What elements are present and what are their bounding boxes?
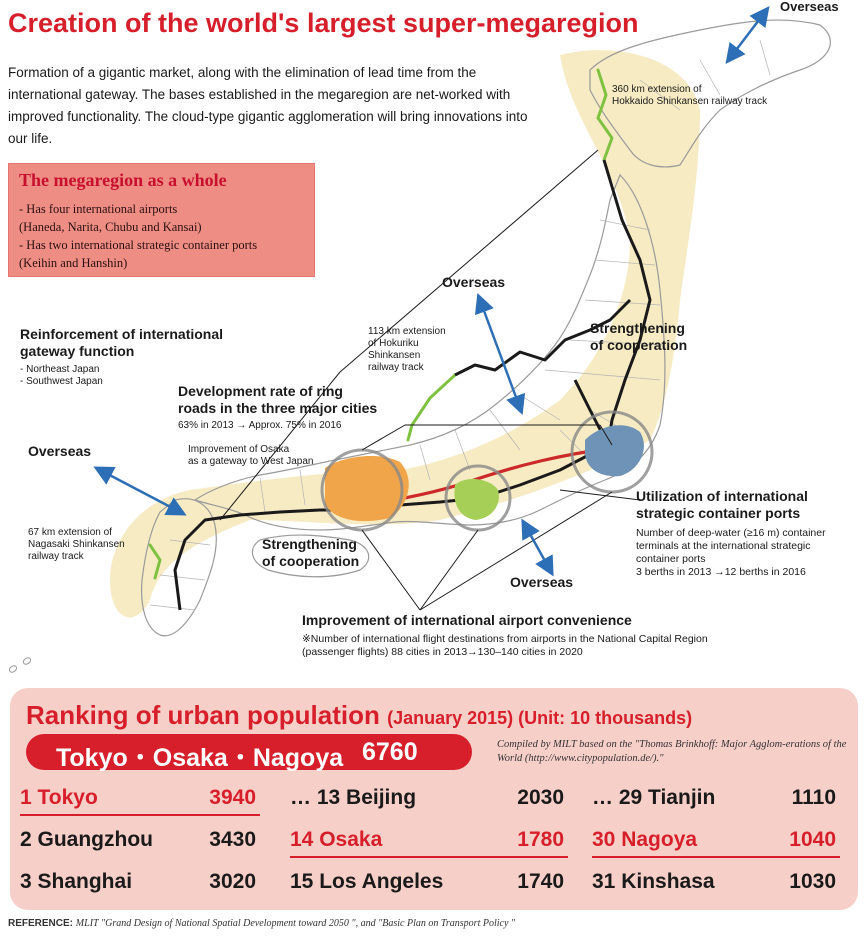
osaka-gateway-label: Improvement of Osaka as a gateway to West Japan bbox=[188, 444, 314, 467]
intro-paragraph: Formation of a gigantic market, along with the elimination of lead time from the international gateway. The bases established in the megaregion are net-worked with improved functionality. The cloud-type gigantic agglomeration will bring innovations into our life. bbox=[8, 65, 528, 146]
hokuriku-shinkansen-line bbox=[408, 375, 455, 440]
ranking-city-population: 2030 bbox=[517, 786, 564, 809]
airport-convenience-title: Improvement of international airport convenience bbox=[302, 612, 632, 628]
ranking-title bbox=[26, 700, 692, 731]
overseas-label-center: Overseas bbox=[442, 274, 506, 290]
ranking-city-population: 1110 bbox=[791, 786, 836, 809]
ranking-city-population: 3020 bbox=[209, 870, 256, 893]
ranking-city-name: 14 Osaka bbox=[290, 828, 383, 851]
combined-population-value: 6760 bbox=[362, 738, 418, 766]
nagasaki-shinkansen-label: 67 km extension of Nagasaki Shinkansen railway track bbox=[28, 527, 125, 562]
ranking-city-name: 1 Tokyo bbox=[20, 786, 98, 809]
strengthening-cooperation-north: Strengthening of cooperation bbox=[590, 320, 688, 353]
ranking-row bbox=[592, 866, 840, 898]
megaregion-summary-box bbox=[8, 163, 315, 277]
gateway-function-title: Reinforcement of international gateway function bbox=[20, 326, 224, 359]
megaregion-summary-list bbox=[19, 200, 257, 272]
page-title: Creation of the world's largest super-megaregion bbox=[8, 8, 639, 38]
overseas-arrow-west bbox=[100, 470, 180, 512]
hokkaido-shinkansen-label: 360 km extension of Hokkaido Shinkansen railway track bbox=[612, 84, 768, 107]
ranking-subtitle: (January 2015) (Unit: 10 thousands) bbox=[387, 708, 693, 728]
overseas-arrow-north bbox=[730, 12, 765, 58]
ranking-city-name: … 13 Beijing bbox=[290, 786, 417, 809]
ranking-row bbox=[20, 782, 260, 816]
reference-label: REFERENCE: bbox=[8, 918, 74, 929]
ranking-city-population: 3430 bbox=[209, 828, 256, 851]
ranking-city-name: 15 Los Angeles bbox=[290, 870, 444, 893]
combined-cities-label: Tokyo・Osaka・Nagoya bbox=[56, 744, 344, 772]
ranking-row bbox=[20, 824, 260, 856]
megaregion-summary-title: The megaregion as a whole bbox=[19, 170, 227, 190]
ranking-title-text: Ranking of urban population bbox=[26, 700, 380, 730]
ranking-city-name: 31 Kinshasa bbox=[592, 870, 715, 893]
ranking-city-population: 1040 bbox=[789, 828, 836, 851]
overseas-label-south: Overseas bbox=[510, 574, 574, 590]
megaregion-item: (Haneda, Narita, Chubu and Kansai) bbox=[19, 220, 202, 234]
southern-islands bbox=[9, 658, 30, 672]
ranking-row bbox=[290, 824, 568, 858]
ranking-row bbox=[592, 782, 840, 814]
strengthening-cooperation-west: Strengthening of cooperation bbox=[262, 536, 360, 569]
ranking-city-name: 2 Guangzhou bbox=[20, 828, 153, 851]
hokuriku-shinkansen-label: 113 km extension of Hokuriku Shinkansen railway track bbox=[368, 326, 446, 373]
ranking-city-name: 30 Nagoya bbox=[592, 828, 698, 851]
airport-convenience-detail: ※Number of international flight destinations from airports in the National Capital Region (passenger flights) 88 cities in 2013→130–140 cities in 2020 bbox=[302, 633, 708, 658]
ranking-city-population: 3940 bbox=[209, 786, 256, 809]
reference-footer bbox=[8, 918, 515, 929]
ring-roads-value: 63% in 2013 → Approx. 75% in 2016 bbox=[178, 420, 342, 431]
ranking-row bbox=[20, 866, 260, 898]
megaregion-item: (Keihin and Hanshin) bbox=[19, 256, 128, 270]
ranking-city-name: … 29 Tianjin bbox=[592, 786, 716, 809]
reference-text: MLIT "Grand Design of National Spatial Development toward 2050 ", and "Basic Plan on Transport Policy " bbox=[75, 918, 516, 929]
population-ranking-panel bbox=[10, 688, 858, 910]
megaregion-item: - Has two international strategic container ports bbox=[19, 238, 258, 252]
megaregion-item: - Has four international airports bbox=[19, 202, 178, 216]
overseas-label-west: Overseas bbox=[28, 443, 92, 459]
ranking-row bbox=[592, 824, 840, 858]
container-ports-detail: Number of deep-water (≥16 m) container terminals at the international strategic container ports 3 berths in 2013 →12 berths in 2016 bbox=[636, 527, 826, 578]
overseas-arrow-center bbox=[480, 300, 520, 408]
ranking-city-population: 1030 bbox=[789, 870, 836, 893]
combined-population-pill bbox=[26, 734, 472, 770]
overseas-arrow-south bbox=[525, 525, 550, 570]
container-ports-title: Utilization of international strategic container ports bbox=[636, 488, 808, 521]
ranking-city-population: 1740 bbox=[517, 870, 564, 893]
ring-roads-title: Development rate of ring roads in the three major cities bbox=[178, 383, 378, 416]
ranking-city-name: 3 Shanghai bbox=[20, 870, 133, 893]
overseas-label-north: Overseas bbox=[780, 0, 839, 13]
ranking-city-population: 1780 bbox=[517, 828, 564, 851]
gateway-function-list: - Northeast Japan - Southwest Japan bbox=[20, 364, 103, 387]
ranking-row bbox=[290, 782, 568, 814]
ranking-source-note: Compiled by MILT based on the "Thomas Brinkhoff: Major Agglom-erations of the World (http://www.citypopulation.de/)." bbox=[497, 739, 847, 764]
ranking-row bbox=[290, 866, 568, 898]
